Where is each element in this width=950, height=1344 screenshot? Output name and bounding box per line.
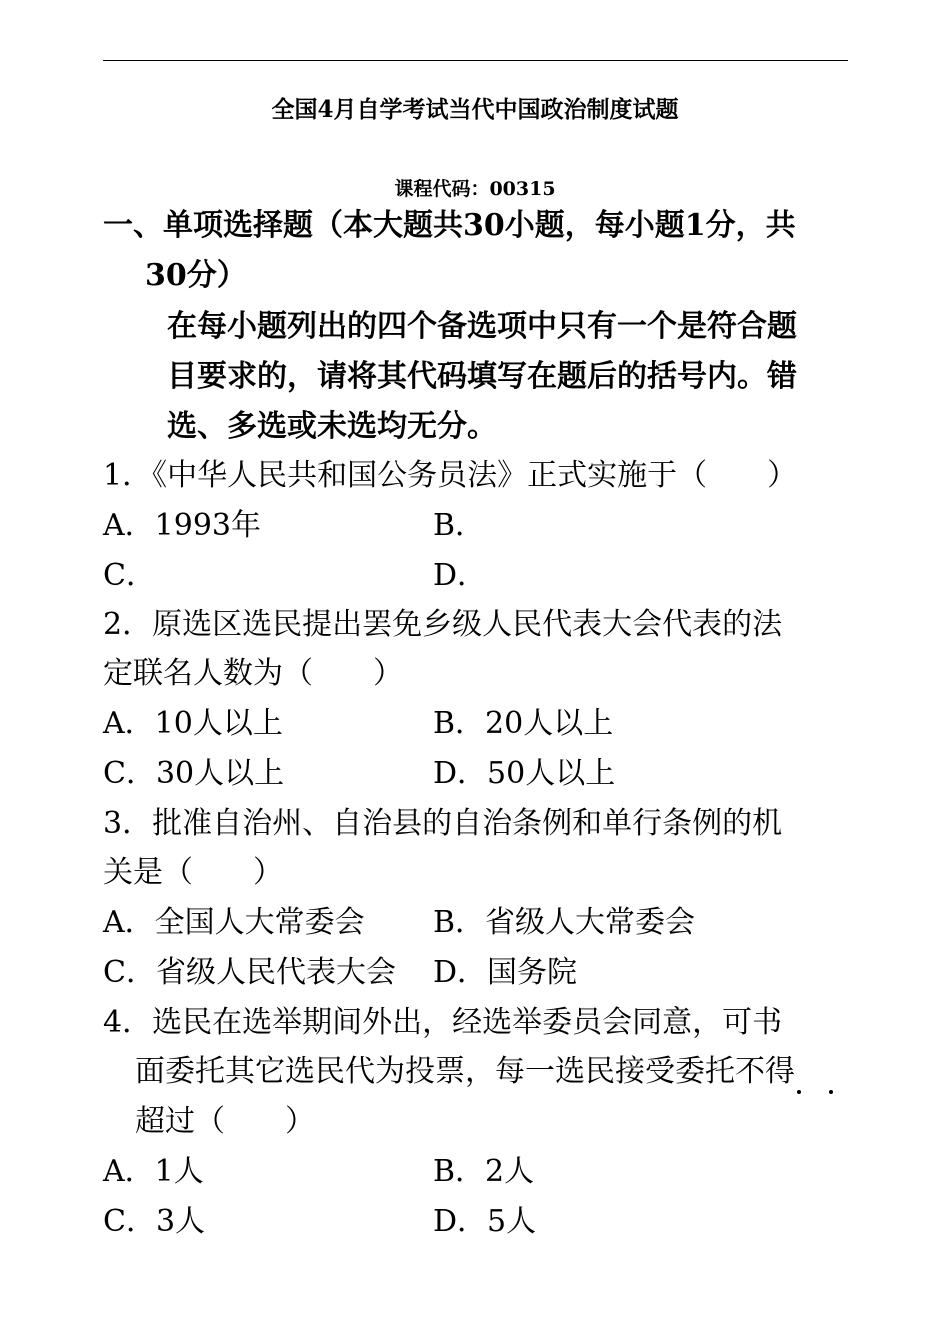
emphasis-dot-2: [829, 1090, 833, 1094]
question-1-option-a: A．1993年: [103, 508, 262, 543]
question-4-option-c: C．3人: [103, 1204, 206, 1239]
question-2-option-d: D．50人以上: [433, 756, 616, 791]
course-code: 课程代码：00315: [394, 178, 556, 200]
question-3-text-cont: 关是（ ）: [103, 855, 283, 890]
question-3-option-b: B．省级人大常委会: [433, 905, 696, 940]
question-4-option-b: B．2人: [433, 1154, 535, 1189]
question-2-option-c: C．30人以上: [103, 756, 285, 791]
question-1-text: 1．《中华人民共和国公务员法》正式实施于（ ）: [103, 458, 798, 493]
question-4-text: 4．选民在选举期间外出，经选举委员会同意，可书: [103, 1005, 783, 1040]
question-1-option-d: D．: [433, 558, 488, 593]
emphasis-dot-1: [797, 1090, 801, 1094]
question-4-text-cont: 面委托其它选民代为投票，每一选民接受委托不得: [135, 1054, 795, 1089]
question-3-option-a: A．全国人大常委会: [103, 905, 365, 940]
question-2-option-b: B．20人以上: [433, 706, 614, 741]
question-3-text: 3．批准自治州、自治县的自治条例和单行条例的机: [103, 806, 783, 841]
question-4-option-d: D．5人: [433, 1204, 537, 1239]
top-rule: [103, 60, 848, 61]
exam-title: 全国4月自学考试当代中国政治制度试题: [271, 96, 679, 123]
section-heading: 一、单项选择题（本大题共30小题，每小题1分，共: [103, 208, 796, 243]
question-2-text-cont: 定联名人数为（ ）: [103, 656, 403, 691]
question-4-option-a: A．1人: [103, 1154, 204, 1189]
question-2-text: 2．原选区选民提出罢免乡级人民代表大会代表的法: [103, 607, 783, 642]
instructions-line-2: 目要求的，请将其代码填写在题后的括号内。错: [167, 359, 797, 394]
question-3-option-c: C．省级人民代表大会: [103, 955, 396, 990]
question-3-option-d: D．国务院: [433, 955, 578, 990]
section-heading-cont: 30分）: [145, 258, 247, 293]
question-1-option-c: C．: [103, 558, 156, 593]
question-1-option-b: B．: [433, 508, 486, 543]
question-2-option-a: A．10人以上: [103, 706, 283, 741]
instructions-line-3: 选、多选或未选均无分。: [167, 409, 497, 444]
instructions-line-1: 在每小题列出的四个备选项中只有一个是符合题: [167, 309, 797, 344]
question-4-text-cont-2: 超过（ ）: [135, 1104, 315, 1139]
